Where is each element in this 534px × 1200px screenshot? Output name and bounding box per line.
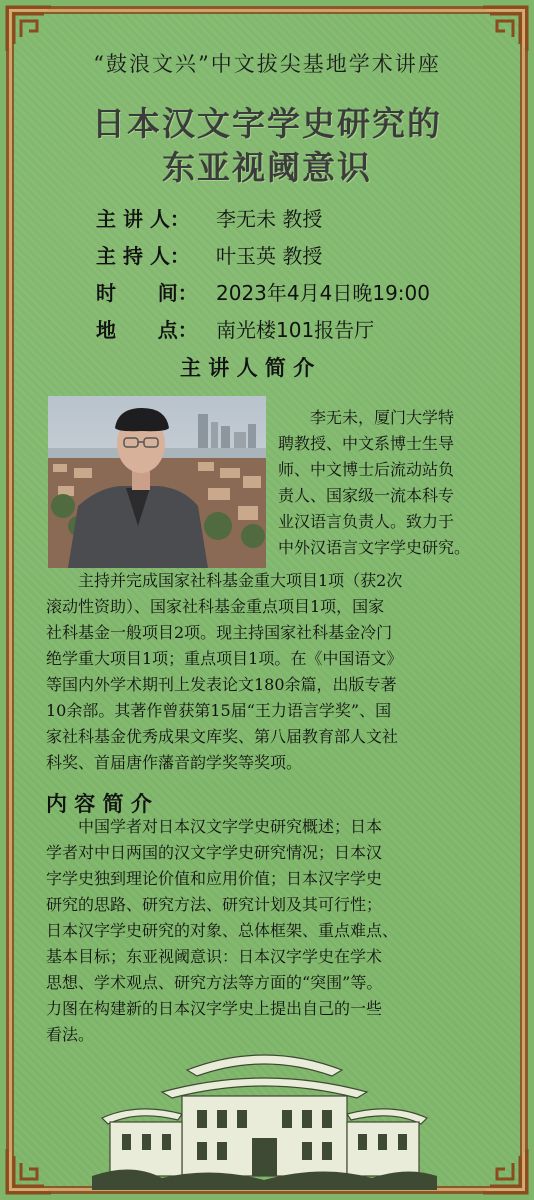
info-label: 地 点： [96, 318, 198, 342]
speaker-bio-details [46, 568, 500, 776]
info-label: 时 间： [96, 281, 198, 305]
content-line: 思想、学术观点、研究方法等方面的“突围”等。 [46, 973, 383, 992]
info-speaker [96, 203, 322, 232]
info-time [96, 277, 430, 306]
content-line: 日本汉字学史研究的对象、总体框架、重点难点、 [46, 921, 399, 940]
bio-line: 10余部。其著作曾获第15届“王力语言学奖”、国 [46, 701, 392, 720]
info-value: 叶玉英 教授 [216, 244, 323, 268]
fretwork-corner-ornament-icon [480, 4, 530, 54]
info-host [96, 240, 322, 269]
lecture-series-name: “鼓浪文兴”中文拔尖基地学术讲座 [93, 52, 441, 76]
fretwork-corner-ornament-icon [480, 1146, 530, 1196]
lecture-title-line-1: 日本汉文字学史研究的 [92, 104, 442, 143]
info-label: 主 持 人： [96, 244, 190, 268]
info-value: 2023年4月4日晚19:00 [216, 281, 430, 305]
bio-line: 家社科基金优秀成果文库奖、第八届教育部人文社 [46, 727, 399, 746]
content-summary [46, 814, 500, 1048]
info-value: 李无未 教授 [216, 207, 323, 231]
bio-line: 社科基金一般项目2项。现主持国家社科基金冷门 [46, 623, 393, 642]
bio-line: 师、中文博士后流动站负 [278, 460, 455, 479]
speaker-bio-summary [278, 405, 514, 561]
fretwork-corner-ornament-icon [4, 4, 54, 54]
bio-line: 绝学重大项目1项；重点项目1项。在《中国语文》 [46, 649, 403, 668]
university-building-silhouette-icon [92, 1030, 437, 1190]
content-line: 看法。 [46, 1025, 95, 1044]
info-place [96, 314, 374, 343]
lecture-title-line-2: 东亚视阈意识 [162, 148, 372, 187]
content-line: 字学史独到理论价值和应用价值；日本汉字学史 [46, 869, 383, 888]
bio-line: 滚动性资助）、国家社科基金重点项目1项，国家 [46, 597, 385, 616]
bio-line: 中外汉语言文字学史研究。 [278, 538, 471, 557]
speaker-intro-heading: 主 讲 人 简 介 [180, 356, 315, 380]
content-line: 基本目标；东亚视阈意识：日本汉字学史在学术 [46, 947, 383, 966]
info-value: 南光楼101报告厅 [216, 318, 375, 342]
bio-line: 业汉语言负责人。致力于 [278, 512, 455, 531]
bio-line: 聘教授、中文系博士生导 [278, 434, 455, 453]
content-line: 学者对中日两国的汉文字学史研究情况；日本汉 [46, 843, 383, 862]
content-intro-heading: 内 容 简 介 [46, 792, 152, 816]
bio-line: 李无未，厦门大学特 [278, 408, 455, 427]
bio-line: 主持并完成国家社科基金重大项目1项（获2次 [46, 571, 403, 590]
bio-line: 等国内外学术期刊上发表论文180余篇，出版专著 [46, 675, 397, 694]
content-line: 研究的思路、研究方法、研究计划及其可行性； [46, 895, 383, 914]
info-label: 主 讲 人： [96, 207, 190, 231]
content-line: 中国学者对日本汉文字学史研究概述；日本 [46, 817, 383, 836]
speaker-portrait-photo [48, 396, 266, 568]
bio-line: 责人、国家级一流本科专 [278, 486, 455, 505]
fretwork-corner-ornament-icon [4, 1146, 54, 1196]
bio-line: 科奖、首届唐作藩音韵学奖等奖项。 [46, 753, 303, 772]
content-line: 力图在构建新的日本汉字学史上提出自己的一些 [46, 999, 383, 1018]
